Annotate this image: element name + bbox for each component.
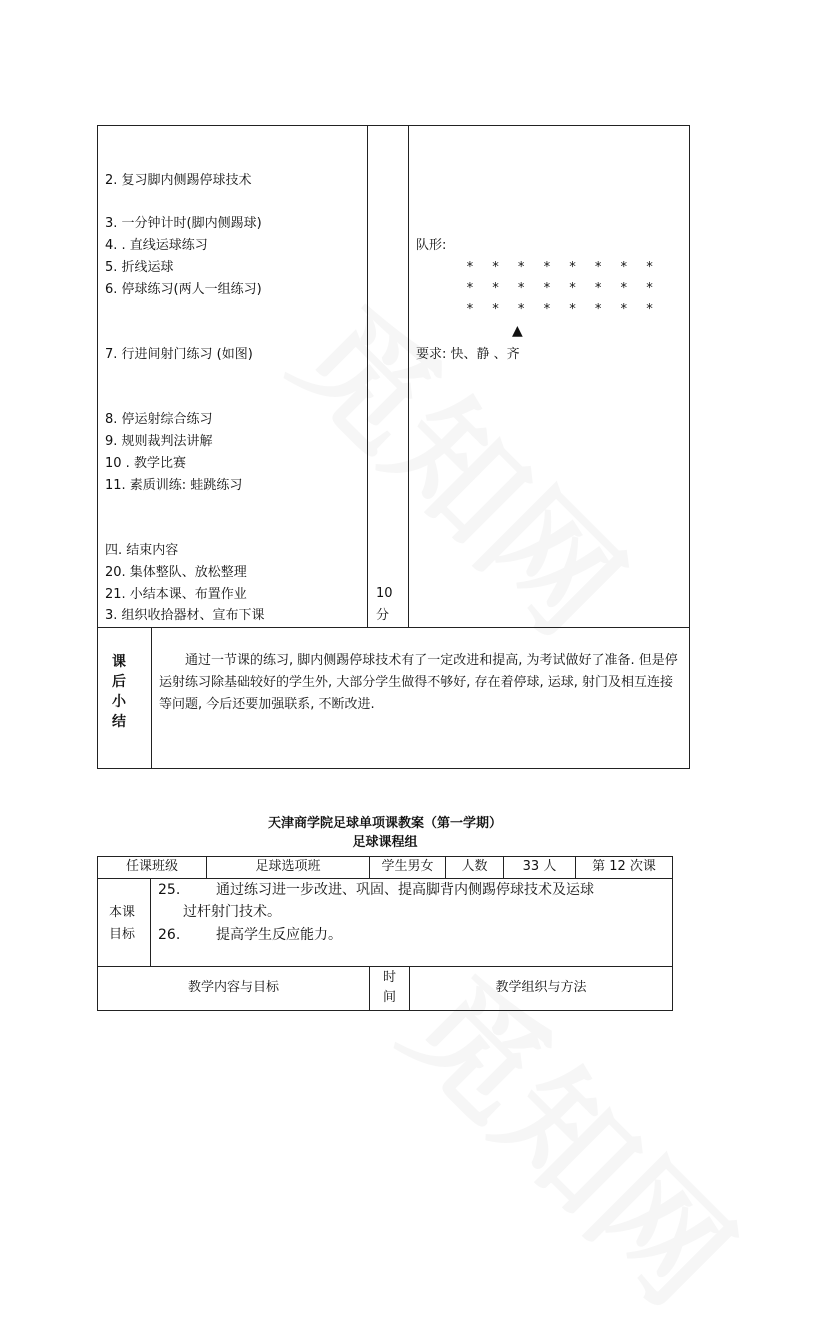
goal-2-text: 提高学生反应能力。 — [216, 927, 342, 943]
formation-row-1: * * * * * * * * — [466, 260, 659, 275]
goal-1-text: 通过练习进一步改进、巩固、提高脚背内侧踢停球技术及运球 — [216, 882, 594, 898]
content-line-8: 8. 停运射综合练习 — [105, 412, 213, 427]
summary-header: 课后小结 — [112, 654, 126, 730]
formation-row-2: * * * * * * * * — [466, 281, 659, 296]
column-time-header-bottom: 间 — [382, 990, 396, 1005]
header-gender-label: 学生男女 — [381, 859, 434, 874]
formation-label: 队形: — [416, 238, 447, 253]
goal-label-bottom: 目标 — [109, 927, 136, 942]
requirement-text: 要求: 快、静 、齐 — [416, 347, 520, 362]
content-line-3: 3. 一分钟计时(脚内侧踢球) — [105, 216, 262, 231]
content-line-7: 7. 行进间射门练习 (如图) — [105, 347, 253, 362]
content-line-9: 9. 规则裁判法讲解 — [105, 434, 213, 449]
goal-2-number: 26. — [158, 927, 181, 943]
goal-1-number: 25. — [158, 882, 181, 898]
ending-line-21: 21. 小结本课、布置作业 — [105, 587, 247, 602]
content-line-6: 6. 停球练习(两人一组练习) — [105, 282, 262, 297]
time-unit: 分 — [376, 608, 390, 623]
header-count-label: 人数 — [461, 859, 488, 874]
header-count-value: 33 人 — [522, 859, 557, 874]
header-session-number: 第 12 次课 — [592, 859, 656, 874]
column-method-header: 教学组织与方法 — [495, 980, 587, 995]
ending-line-20: 20. 集体整队、放松整理 — [105, 565, 247, 580]
time-value: 10 — [376, 586, 393, 601]
column-content-header: 教学内容与目标 — [187, 980, 279, 995]
summary-text: 通过一节课的练习, 脚内侧踢停球技术有了一定改进和提高, 为考试做好了准备. 但是停运射练习除基础较好的学生外, 大部分学生做得不够好, 存在着停球, 运球, 射门及相互连接等问题, 今后还要加强联系, 不断改进. — [159, 653, 678, 712]
content-line-5: 5. 折线运球 — [105, 260, 174, 275]
ending-section-title: 四. 结束内容 — [105, 543, 179, 558]
goal-label-top: 本课 — [109, 905, 136, 920]
content-line-10: 10 . 教学比赛 — [105, 456, 186, 471]
watermark-top — [261, 259, 669, 667]
header-class-label: 任课班级 — [125, 859, 178, 874]
goal-1-text-continued: 过杆射门技术。 — [183, 904, 281, 920]
content-line-11: 11. 素质训练: 蛙跳练习 — [105, 478, 243, 493]
content-line-4: 4. . 直线运球练习 — [105, 238, 208, 253]
teacher-position-icon: ▲ — [512, 323, 523, 339]
page-subtitle: 足球课程组 — [352, 835, 418, 850]
formation-row-3: * * * * * * * * — [466, 302, 659, 317]
page-title: 天津商学院足球单项课教案（第一学期） — [267, 816, 502, 831]
ending-line-3: 3. 组织收拾器材、宣布下课 — [105, 608, 265, 623]
column-time-header-top: 时 — [382, 970, 396, 985]
content-line-2: 2. 复习脚内侧踢停球技术 — [105, 173, 252, 188]
header-class-value: 足球选项班 — [255, 859, 321, 874]
